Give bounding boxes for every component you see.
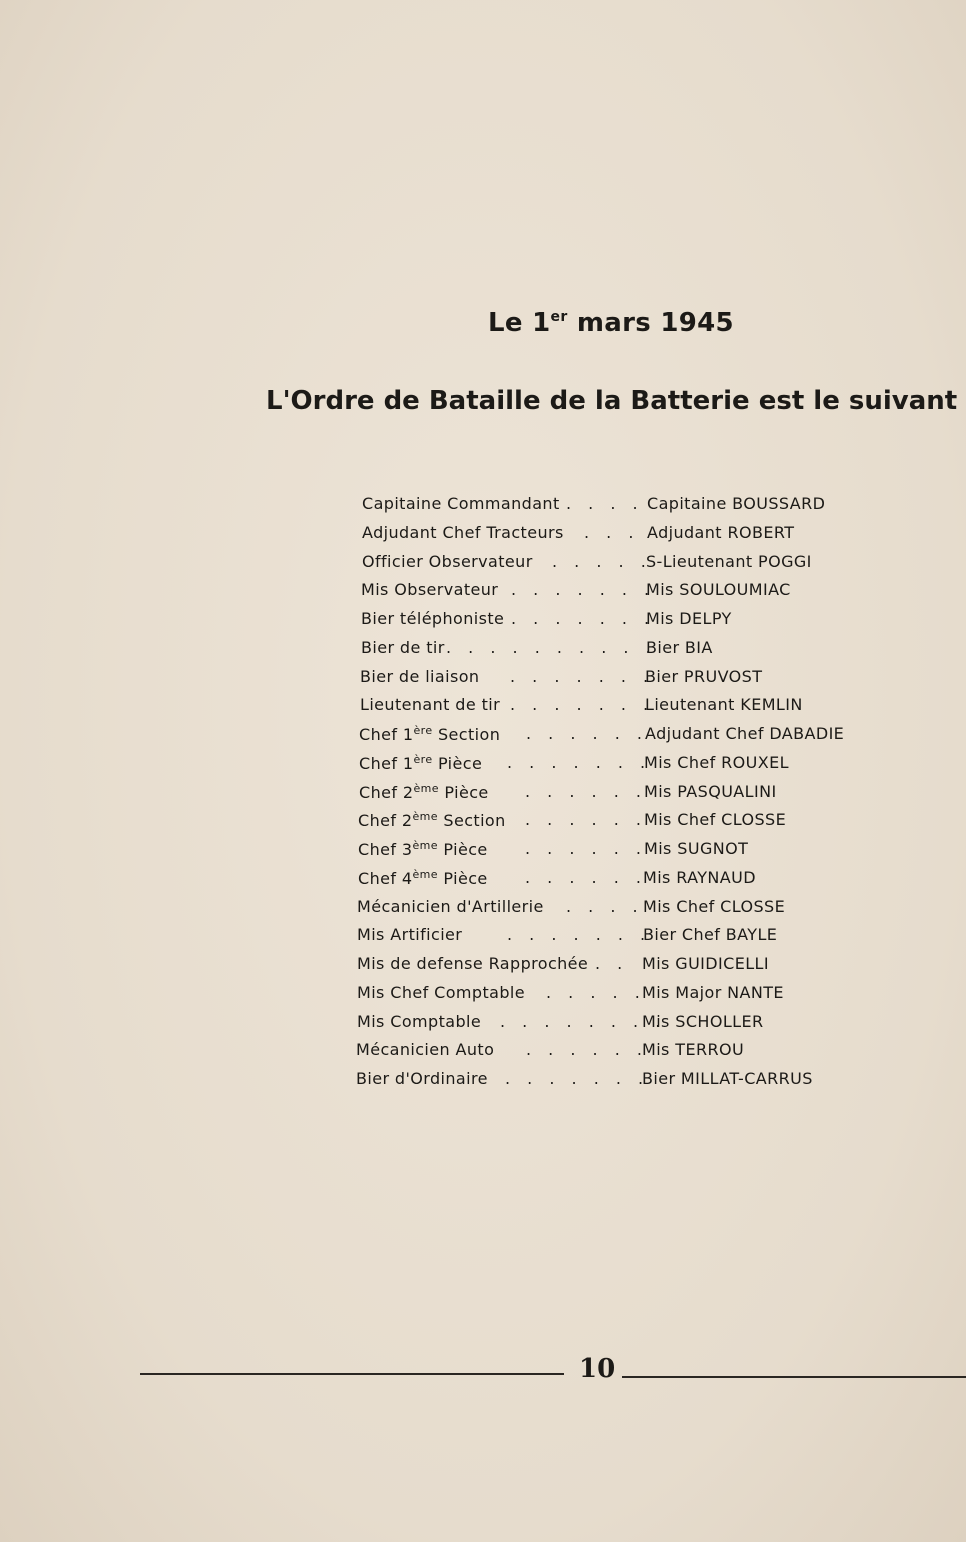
list-item [0,1069,966,1095]
role-label: Capitaine Commandant [362,494,560,513]
person-name: Mis Chef ROUXEL [644,752,789,772]
person-name: Mis RAYNAUD [643,867,756,887]
list-item [0,753,966,779]
date-heading-suffix: mars 1945 [567,308,734,338]
role-label-suffix: Pièce [432,753,483,773]
role-label [358,839,488,859]
role-label-suffix: Section [437,811,506,831]
dot-leader: . . . . . . . [507,752,652,772]
list-item [0,1012,966,1038]
list-item [0,609,966,635]
person-name: Adjudant Chef DABADIE [645,724,845,743]
role-label [359,724,500,744]
role-label-suffix: Pièce [437,868,488,888]
dot-leader: . . . . . . . [507,925,652,945]
person-name: Mis DELPY [646,609,732,628]
dot-leader: . . . . . . [525,781,647,801]
list-item [0,839,966,865]
role-label [359,753,482,773]
role-label: Mis Artificier [357,925,463,945]
role-label [358,810,506,830]
dot-leader: . . . . . . . [511,580,656,600]
role-label: Lieutenant de tir [360,695,501,715]
role-label: Mis Observateur [361,580,499,600]
role-label-prefix: Chef 2 [359,782,414,802]
page-number: 10 [579,1354,616,1384]
role-label-suffix: Section [432,725,501,744]
role-label [359,782,489,802]
footer-rule-left [140,1373,564,1375]
date-heading [488,308,734,338]
role-label: Mis de defense Rapprochée [357,954,589,973]
person-name: Mis Chef CLOSSE [644,810,787,830]
date-heading-superscript: er [550,309,568,325]
person-name: Mis SUGNOT [644,839,749,858]
person-name: Lieutenant KEMLIN [645,695,803,715]
role-label: Adjudant Chef Tracteurs [362,522,564,542]
role-label-ordinal: ème [412,810,438,824]
list-item [0,925,966,951]
list-item [0,782,966,808]
role-label-prefix: Chef 4 [358,868,413,888]
dot-leader: . . . . . . [526,724,648,743]
dot-leader: . . . . . . . . [500,1011,667,1031]
list-item [0,868,966,894]
person-name: Mis Chef CLOSSE [643,896,786,916]
role-label-ordinal: ère [413,724,433,737]
dot-leader: . . . . . . [525,810,647,830]
list-item [0,552,966,578]
person-name: Mis SOULOUMIAC [646,580,791,600]
role-label-ordinal: ère [413,752,433,766]
dot-leader: . . [595,954,629,973]
dot-leader: . . . . [566,896,644,916]
role-label-suffix: Pièce [438,782,489,802]
person-name: Bier Chef BAYLE [643,925,778,945]
list-item [0,810,966,836]
person-name: Capitaine BOUSSARD [647,494,826,513]
dot-leader: . . . . . . . . . . [446,637,657,657]
role-label-prefix: Chef 3 [358,840,413,859]
person-name: Mis GUIDICELLI [642,954,769,973]
list-item [0,695,966,721]
dot-leader: . . . . . . . [510,695,655,715]
role-label [358,868,488,888]
dot-leader: . . . [584,522,640,542]
dot-leader: . . . . . . [526,1040,648,1060]
role-label: Bier d'Ordinaire [356,1069,488,1088]
dot-leader: . . . . . . [525,839,647,858]
list-item [0,667,966,693]
dot-leader: . . . . . [546,982,646,1002]
person-name: S-Lieutenant POGGI [646,551,812,571]
dot-leader: . . . . . . [525,867,647,887]
role-label-ordinal: ème [412,867,438,881]
role-label: Bier de liaison [360,666,480,686]
dot-leader: . . . . . [552,551,652,571]
list-item [0,897,966,923]
role-label-prefix: Chef 2 [358,811,413,831]
role-label-ordinal: ème [413,781,439,795]
dot-leader: . . . . . . . [511,609,656,628]
list-item [0,638,966,664]
role-label: Officier Observateur [362,551,533,571]
person-name: Bier MILLAT-CARRUS [642,1069,813,1088]
person-name: Bier PRUVOST [645,666,763,686]
list-item [0,724,966,750]
list-item [0,580,966,606]
person-name: Bier BIA [646,637,713,657]
role-label: Mécanicien d'Artillerie [357,896,544,916]
footer-rule-right [622,1376,966,1378]
person-name: Mis TERROU [642,1040,745,1060]
date-heading-prefix: Le 1 [488,308,551,338]
list-item [0,494,966,520]
role-label: Mis Comptable [357,1011,482,1031]
list-item [0,523,966,549]
page-title: L'Ordre de Bataille de la Batterie est le suivant [266,386,958,416]
role-label: Mécanicien Auto [356,1040,495,1060]
role-label-ordinal: ème [412,839,438,852]
role-label: Bier téléphoniste [361,609,505,628]
role-label-suffix: Pièce [437,840,488,859]
dot-leader: . . . . . . . [505,1069,650,1088]
role-label: Mis Chef Comptable [357,982,525,1002]
list-item [0,954,966,980]
dot-leader: . . . . . . . [510,666,655,686]
person-name: Mis SCHOLLER [642,1011,764,1031]
role-label-prefix: Chef 1 [359,753,414,773]
role-label-prefix: Chef 1 [359,725,414,744]
person-name: Mis Major NANTE [642,982,784,1002]
person-name: Mis PASQUALINI [644,781,777,801]
person-name: Adjudant ROBERT [647,522,795,542]
list-item [0,983,966,1009]
role-label: Bier de tir [361,637,445,657]
dot-leader: . . . . [566,494,644,513]
list-item [0,1040,966,1066]
